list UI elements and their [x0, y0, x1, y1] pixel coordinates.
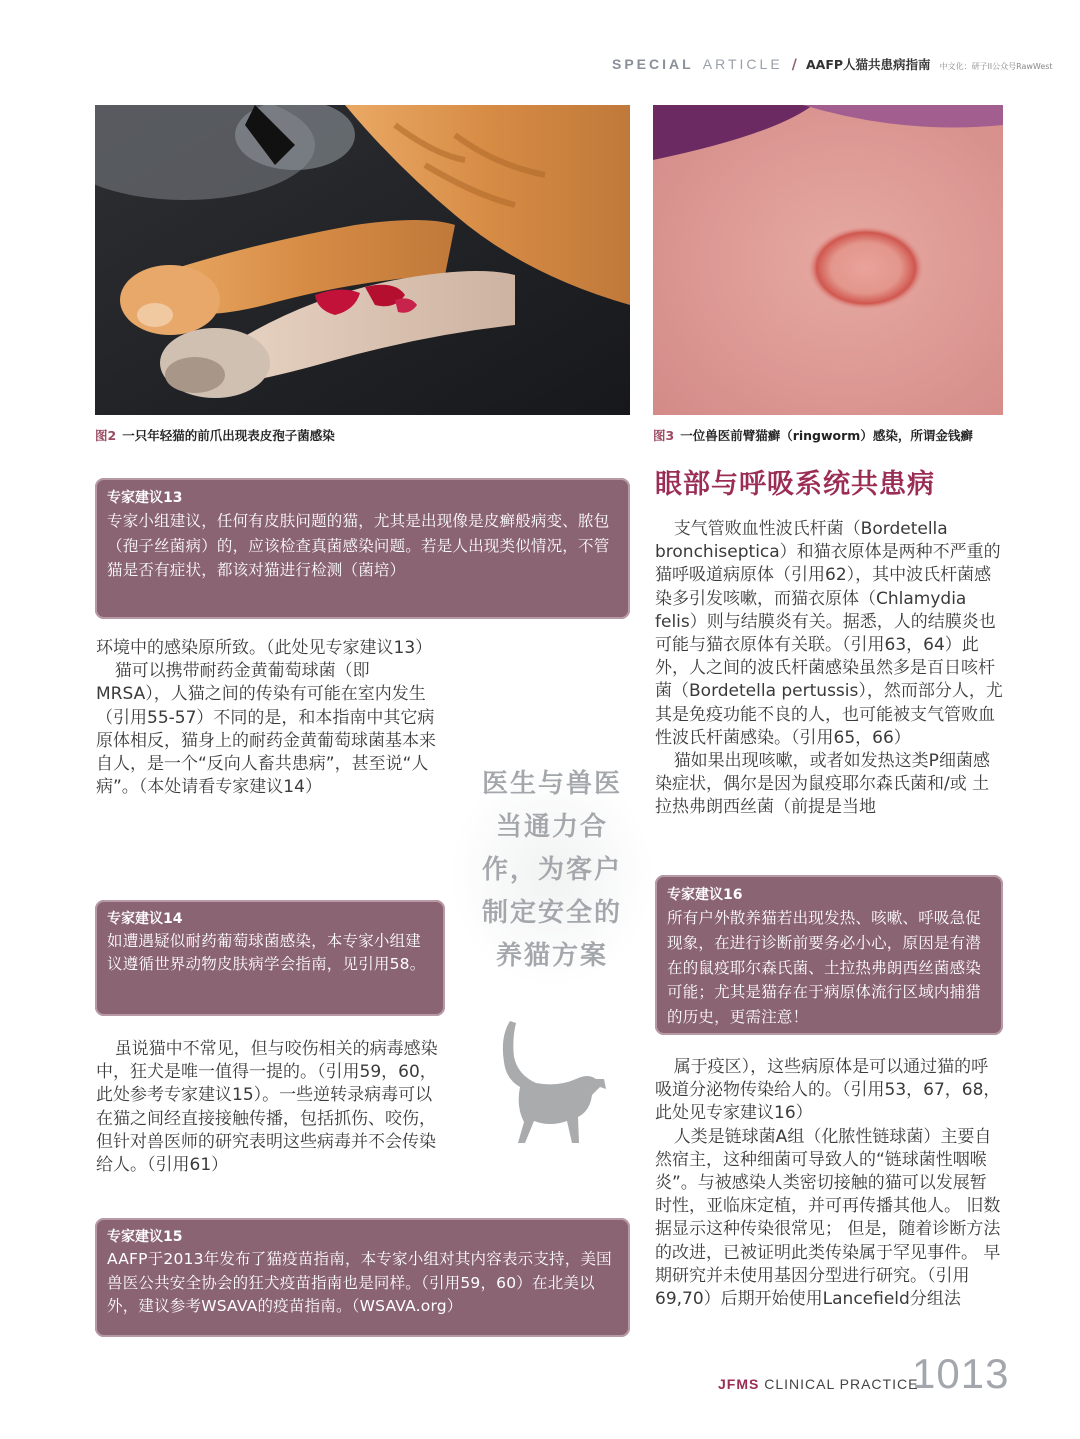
- figure-3-caption-text: 一位兽医前臂猫癣（ringworm）感染，所谓金钱癣: [680, 428, 973, 443]
- rec-16-body: 所有户外散养猫若出现发热、咳嗽、呼吸急促现象，在进行诊断前要务必小心，原因是有潜在的鼠疫耶尔森氏菌、土拉热弗朗西丝菌感染可能；尤其是猫存在于病原体流行区域内捕猎的历史，更需注意！: [667, 909, 982, 1027]
- left-column-text-1: [96, 637, 438, 799]
- rec-14-title: 专家建议14: [107, 911, 183, 927]
- rec-16-title: 专家建议16: [667, 887, 743, 903]
- right-paragraph-2: 猫如果出现咳嗽，或者如发热这类P细菌感染症状，偶尔是因为鼠疫耶尔森氏菌和/或 土拉热弗朗西丝菌（前提是当地: [655, 751, 990, 818]
- rec-15-body: AAFP于2013年发布了猫疫苗指南，本专家小组对其内容表示支持，美国兽医公共安全协会的狂犬疫苗指南也是同样。（引用59，60）在北美以外，建议参考WSAVA的疫苗指南。（WSAVA.org）: [107, 1250, 612, 1315]
- rec-15-title: 专家建议15: [107, 1229, 183, 1245]
- figure-2-photo: [95, 105, 630, 415]
- section-heading: 眼部与呼吸系统共患病: [655, 469, 935, 500]
- figure-2-caption-text: 一只年轻猫的前爪出现表皮孢子菌感染: [122, 428, 335, 443]
- expert-recommendation-13: [95, 478, 630, 619]
- cat-silhouette-icon: [492, 1017, 612, 1147]
- figure-2-caption: [95, 426, 335, 444]
- right-column-text-1: [655, 518, 1003, 820]
- right-paragraph-4: 人类是链球菌A组（化脓性链球菌）主要自然宿主，这种细菌可导致人的“链球菌性咽喉炎”。与被感染人类密切接触的猫可以发展暂时性，亚临床定植，并可再传播其他人。 旧数据显示这种传染很常见； 但是，随着诊断方法的改进，已被证明此类传染属于罕见事件。 早期研究并未使用基因分型进行研究。（引用69,70）后期开始使用Lancefield分组法: [655, 1126, 1001, 1310]
- left-paragraph-2: 猫可以携带耐药金黄葡萄球菌（即MRSA），人猫之间的传染有可能在室内发生（引用55-57）不同的是，和本指南中其它病原体相反，猫身上的耐药金黄葡萄球菌基本来自人，是一个“反向人畜共患病”，甚至说“人病”。（本处请看专家建议14）: [96, 661, 436, 798]
- footer-journal: [718, 1376, 918, 1392]
- pull-quote-line-5: 养猫方案: [495, 941, 608, 971]
- expert-recommendation-16: [655, 875, 1003, 1035]
- left-paragraph-3: 虽说猫中不常见，但与咬伤相关的病毒感染中，狂犬是唯一值得一提的。（引用59，60，此处参考专家建议15）。一些逆转录病毒可以在猫之间经直接接触传播，包括抓伤、咬伤，但针对兽医师的研究表明这些病毒并不会传染给人。（引用61）: [96, 1039, 438, 1176]
- header-title: AAFP人猫共患病指南: [805, 57, 931, 72]
- rec-14-body: 如遭遇疑似耐药葡萄球菌感染，本专家小组建议遵循世界动物皮肤病学会指南，见引用58。: [107, 932, 426, 973]
- header-article: ARTICLE: [702, 56, 783, 72]
- header-slash: /: [791, 57, 797, 73]
- right-paragraph-1: 支气管败血性波氏杆菌（Bordetella bronchiseptica）和猫衣原体是两种不严重的猫呼吸道病原体（引用62），其中波氏杆菌感染多引发咳嗽，而猫衣原体（Chlamydia felis）则与结膜炎有关。据悉，人的结膜炎也可能与猫衣原体有关联。（引用63，64）此外，人之间的波氏杆菌感染虽然多是百日咳杆菌（Bordetella pertussis），然而部分人，尤其是免疫功能不良的人，也可能被支气管败血性波氏杆菌感染。（引用65，66）: [655, 519, 1003, 748]
- pull-quote-line-2: 当通力合: [495, 812, 608, 842]
- left-column-text-2: [96, 1038, 438, 1177]
- expert-recommendation-14: [95, 900, 445, 1016]
- figure-3-photo: [653, 105, 1003, 415]
- figure-3-number: 图3: [653, 428, 675, 443]
- figure-3-caption: [653, 426, 973, 444]
- figure-2-number: 图2: [95, 428, 117, 443]
- pull-quote: [452, 763, 652, 978]
- footer-journal-abbrev: JFMS: [718, 1376, 760, 1392]
- pull-quote-line-3: 作，为客户: [481, 855, 622, 885]
- right-paragraph-3: 属于疫区），这些病原体是可以通过猫的呼吸道分泌物传染给人的。（引用53，67，68，此处见专家建议16）: [655, 1057, 1001, 1124]
- expert-recommendation-15: [95, 1218, 630, 1337]
- pull-quote-line-1: 医生与兽医: [481, 769, 622, 799]
- rec-13-body: 专家小组建议，任何有皮肤问题的猫，尤其是出现像是皮癣般病变、脓包（孢子丝菌病）的，应该检查真菌感染问题。若是人出现类似情况，不管猫是否有症状，都该对猫进行检测（菌培）: [107, 512, 610, 579]
- rec-13-title: 专家建议13: [107, 490, 183, 506]
- pull-quote-line-4: 制定安全的: [481, 898, 622, 928]
- left-paragraph-1: 环境中的感染原所致。（此处见专家建议13）: [96, 638, 433, 658]
- footer-journal-name: CLINICAL PRACTICE: [764, 1376, 919, 1392]
- pull-quote-area: [452, 755, 652, 1155]
- page-number: 1013: [912, 1350, 1010, 1397]
- running-header: [612, 54, 1067, 76]
- right-column-text-2: [655, 1056, 1003, 1311]
- header-special: SPECIAL: [612, 56, 694, 72]
- header-credit: 中文化：研子ll公众号RawWest: [939, 62, 1053, 71]
